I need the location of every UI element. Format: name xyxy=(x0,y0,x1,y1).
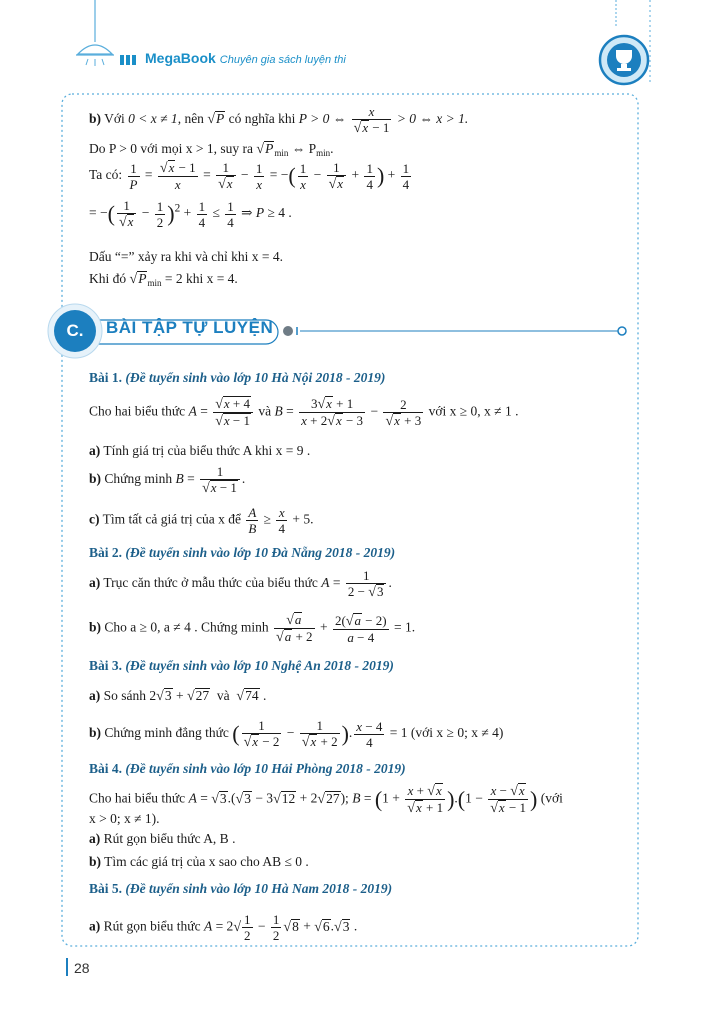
brand-name: MegaBook xyxy=(145,50,216,66)
exercise-4-intro: Cho hai biểu thức A = √3.(√3 − 3√12 + 2√27); B = (1 + $\frac{x + √x}{√x + 1}$ ).(1 − $\frac{x - √x}{√x - 1}$ ) (với xyxy=(89,783,563,816)
exercise-5-heading: Bài 5. (Đề tuyển sinh vào lớp 10 Hà Nam 2018 - 2019) xyxy=(89,881,393,896)
brand-tagline: Chuyên gia sách luyện thi xyxy=(219,54,346,66)
exercise-4b: b) Tìm các giá trị của x sao cho AB ≤ 0 . xyxy=(89,854,309,869)
exercise-1-intro: Cho hai biểu thức A = $\frac{√x + 4}{√x - 1}$ và B = $\frac{3√x + 1}{x + 2√x - 3}$ − $\frac{2}{√x + 3}$ với x ≥ 0, x ≠ 1 . xyxy=(89,396,519,429)
exercise-1a: a) Tính giá trị của biểu thức A khi x = 9 . xyxy=(89,443,311,458)
exercise-3a: a) So sánh 2√3 + √27 và √74 . xyxy=(89,688,267,704)
section-title: BÀI TẬP TỰ LUYỆN xyxy=(106,318,274,337)
exercise-4-cond: x > 0; x ≠ 1). xyxy=(89,811,160,826)
solution-line-1: b) Với 0 < x ≠ 1, nên √P có nghĩa khi P > 0 ⇔ $\frac{x}{√x - 1}$ > 0 ⇔ x > 1. xyxy=(89,104,469,136)
exercise-1-heading: Bài 1. (Đề tuyển sinh vào lớp 10 Hà Nội 2018 - 2019) xyxy=(89,370,386,385)
solution-line-4: = −( $\frac{1}{√x}$ − $\frac{1}{2}$ )$^2$ + $\frac{1}{4}$ ≤ $\frac{1}{4}$ ⇒ P ≥ 4 . xyxy=(89,198,292,230)
trophy-icon xyxy=(600,0,648,84)
solution-line-6: Khi đó $√P_{min} = 2$ khi x = 4. xyxy=(89,271,238,288)
exercise-1c: c) Tìm tất cả giá trị của x để $\frac{A}{B}$ ≥ $\frac{x}{4}$ + 5. xyxy=(89,505,314,536)
solution-line-5: Dấu “=” xảy ra khi và chỉ khi x = 4. xyxy=(89,249,284,264)
exercise-2b: b) Cho a ≥ 0, a ≠ 4 . Chứng minh $\frac{√a}{√a + 2}$ + $\frac{2(√a - 2)}{a - 4}$ = 1. xyxy=(89,612,416,645)
exercise-2-heading: Bài 2. (Đề tuyển sinh vào lớp 10 Đà Nẵng 2018 - 2019) xyxy=(89,545,396,560)
megabook-logo-icon xyxy=(120,54,142,66)
solution-line-3: Ta có: $\frac{1}{P}$ = $\frac{√x - 1}{x}$ = $\frac{1}{√x}$ − $\frac{1}{x}$ = −( $\frac{1}{x}$ − $\frac{1}{√x}$ + $\frac{1}{4}$ ) + $\frac{1}{4}$ xyxy=(89,160,410,192)
exercise-4a: a) Rút gọn biểu thức A, B . xyxy=(89,831,236,846)
exercise-3b: b) Chứng minh đẳng thức ( $\frac{1}{√x - 2}$ − $\frac{1}{√x + 2}$ ). $\frac{x - 4}{4}$ = 1 (với x ≥ 0; x ≠ 4) xyxy=(89,718,504,750)
section-badge: C. xyxy=(54,310,96,352)
exercise-2a: a) Trục căn thức ở mẫu thức của biểu thức A = $\frac{1}{2 - √3}$ . xyxy=(89,568,392,600)
exercise-3-heading: Bài 3. (Đề tuyển sinh vào lớp 10 Nghệ An 2018 - 2019) xyxy=(89,658,394,673)
lamp-icon xyxy=(76,0,114,66)
brand-logo xyxy=(120,50,346,66)
page-number: 28 xyxy=(74,960,90,976)
solution-line-2: Do P > 0 với mọi x > 1, suy ra $√P_{min}$ ⇔ $P_{min}$. xyxy=(89,141,334,158)
exercise-5a: a) Rút gọn biểu thức A = 2√ $\frac{1}{2}$ − $\frac{1}{2}$ √8 + √6.√3 . xyxy=(89,912,358,943)
exercise-4-heading: Bài 4. (Đề tuyển sinh vào lớp 10 Hải Phòng 2018 - 2019) xyxy=(89,761,406,776)
exercise-1b: b) Chứng minh B = $\frac{1}{√x - 1}$ . xyxy=(89,464,246,496)
